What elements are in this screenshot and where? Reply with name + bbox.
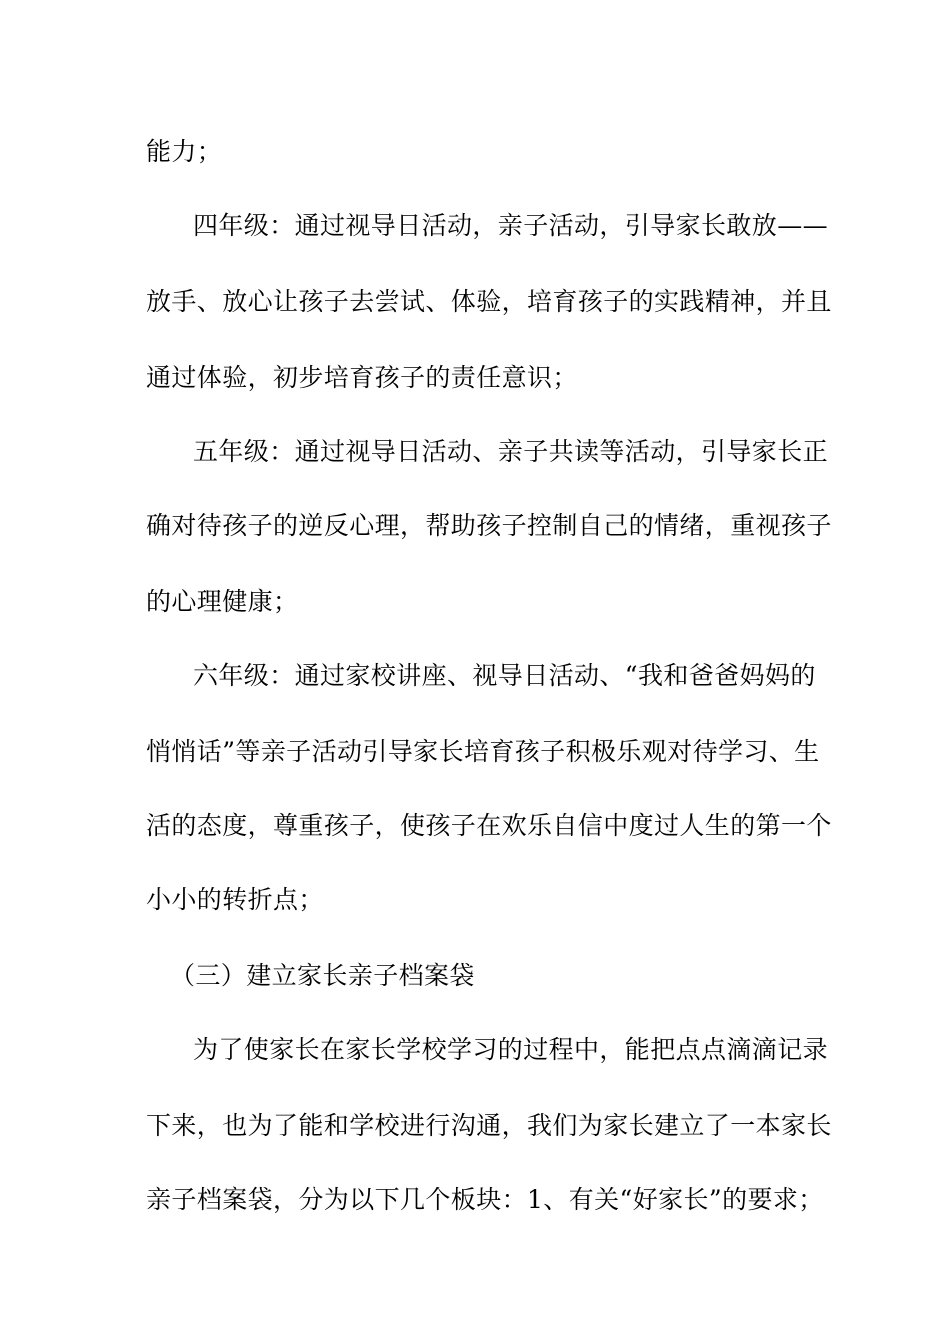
text-line-5: 五年级：通过视导日活动、亲子共读等活动，引导家长正 [193,437,829,466]
text-line-9: 悄悄话”等亲子活动引导家长培育孩子积极乐观对待学习、生 [146,737,820,766]
text-line-13: 为了使家长在家长学校学习的过程中，能把点点滴滴记录 [193,1035,829,1064]
text-line-10: 活的态度，尊重孩子，使孩子在欢乐自信中度过人生的第一个 [146,811,832,840]
text-line-4: 通过体验，初步培育孩子的责任意识； [146,363,578,392]
text-line-11: 小小的转折点； [146,885,324,914]
text-line-6: 确对待孩子的逆反心理，帮助孩子控制自己的情绪，重视孩子 [146,511,832,540]
text-line-2: 四年级：通过视导日活动，亲子活动，引导家长敢放—— [193,211,829,240]
text-line-1: 能力； [146,137,223,166]
text-line-14: 下来，也为了能和学校进行沟通，我们为家长建立了一本家长 [146,1111,832,1140]
text-line-3: 放手、放心让孩子去尝试、体验，培育孩子的实践精神，并且 [146,287,832,316]
text-line-8: 六年级：通过家校讲座、视导日活动、“我和爸爸妈妈的 [193,661,816,690]
section-heading: （三）建立家长亲子档案袋 [170,961,475,990]
text-line-15: 亲子档案袋，分为以下几个板块：1、有关“好家长”的要求； [146,1185,824,1214]
text-line-7: 的心理健康； [146,587,299,616]
